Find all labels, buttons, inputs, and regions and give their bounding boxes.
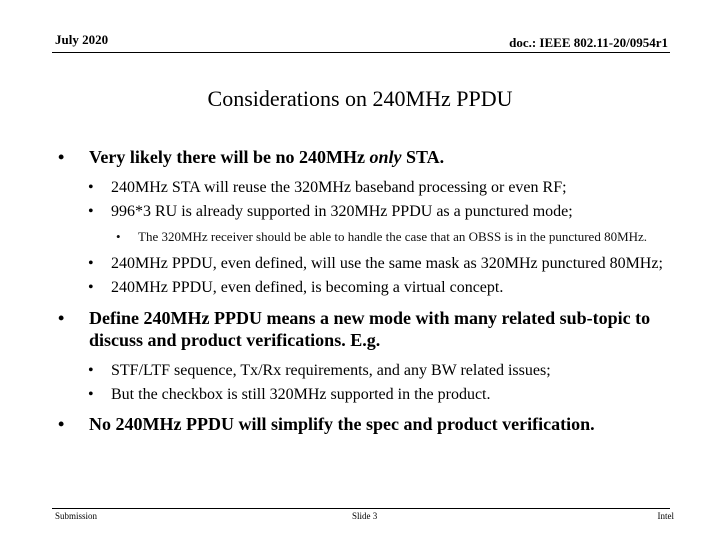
- header-rule: [52, 52, 670, 53]
- footer-submission: Submission: [55, 511, 98, 521]
- bullet-1-3-text: 240MHz PPDU, even defined, will use the same mask as 320MHz punctured 80MHz;: [111, 255, 663, 272]
- header-date: July 2020: [55, 32, 109, 47]
- bullet-3: [58, 413, 668, 435]
- bullet-marker: •: [88, 362, 94, 379]
- bullet-marker: •: [58, 147, 65, 167]
- bullet-1-2-1-text: The 320MHz receiver should be able to handle the case that an OBSS is in the punctured 80MHz.: [138, 229, 648, 244]
- slide-body: [58, 146, 668, 435]
- slide-title: Considerations on 240MHz PPDU: [207, 86, 513, 111]
- bullet-1-text-post: STA.: [401, 147, 445, 167]
- bullet-marker: •: [88, 179, 94, 196]
- header-doc-id: doc.: IEEE 802.11-20/0954r1: [509, 35, 668, 50]
- bullet-1-text-pre: Very likely there will be no 240MHz: [89, 147, 370, 167]
- footer-author: Intel: [657, 511, 674, 521]
- bullet-1-2: [58, 202, 668, 222]
- bullet-1: [58, 146, 668, 168]
- bullet-2-text: Define 240MHz PPDU means a new mode with many related sub-topic to discuss and product verifications. E.g.: [89, 308, 651, 350]
- bullet-1-3: [58, 254, 668, 274]
- bullet-1-2-text: 996*3 RU is already supported in 320MHz PPDU as a punctured mode;: [111, 203, 573, 220]
- bullet-marker: •: [58, 308, 65, 328]
- bullet-marker: •: [116, 229, 121, 244]
- bullet-marker: •: [88, 203, 94, 220]
- bullet-2-2-text: But the checkbox is still 320MHz supported in the product.: [111, 386, 491, 403]
- bullet-1-4-text: 240MHz PPDU, even defined, is becoming a virtual concept.: [111, 279, 504, 296]
- footer-slide-number: Slide 3: [352, 511, 378, 521]
- footer-rule: [52, 508, 670, 509]
- bullet-1-text-emphasis: only: [369, 147, 402, 167]
- bullet-2-1-text: STF/LTF sequence, Tx/Rx requirements, and any BW related issues;: [111, 362, 551, 379]
- bullet-2-2: [58, 385, 668, 405]
- bullet-2: [58, 307, 668, 351]
- bullet-1-1: [58, 178, 668, 198]
- bullet-marker: •: [88, 279, 94, 296]
- bullet-3-text: No 240MHz PPDU will simplify the spec and product verification.: [89, 414, 595, 434]
- bullet-1-2-1: [58, 228, 668, 245]
- bullet-2-1: [58, 361, 668, 381]
- bullet-marker: •: [88, 255, 94, 272]
- bullet-marker: •: [88, 386, 94, 403]
- bullet-1-4: [58, 278, 668, 298]
- bullet-marker: •: [58, 414, 65, 434]
- bullet-1-1-text: 240MHz STA will reuse the 320MHz baseband processing or even RF;: [111, 179, 567, 196]
